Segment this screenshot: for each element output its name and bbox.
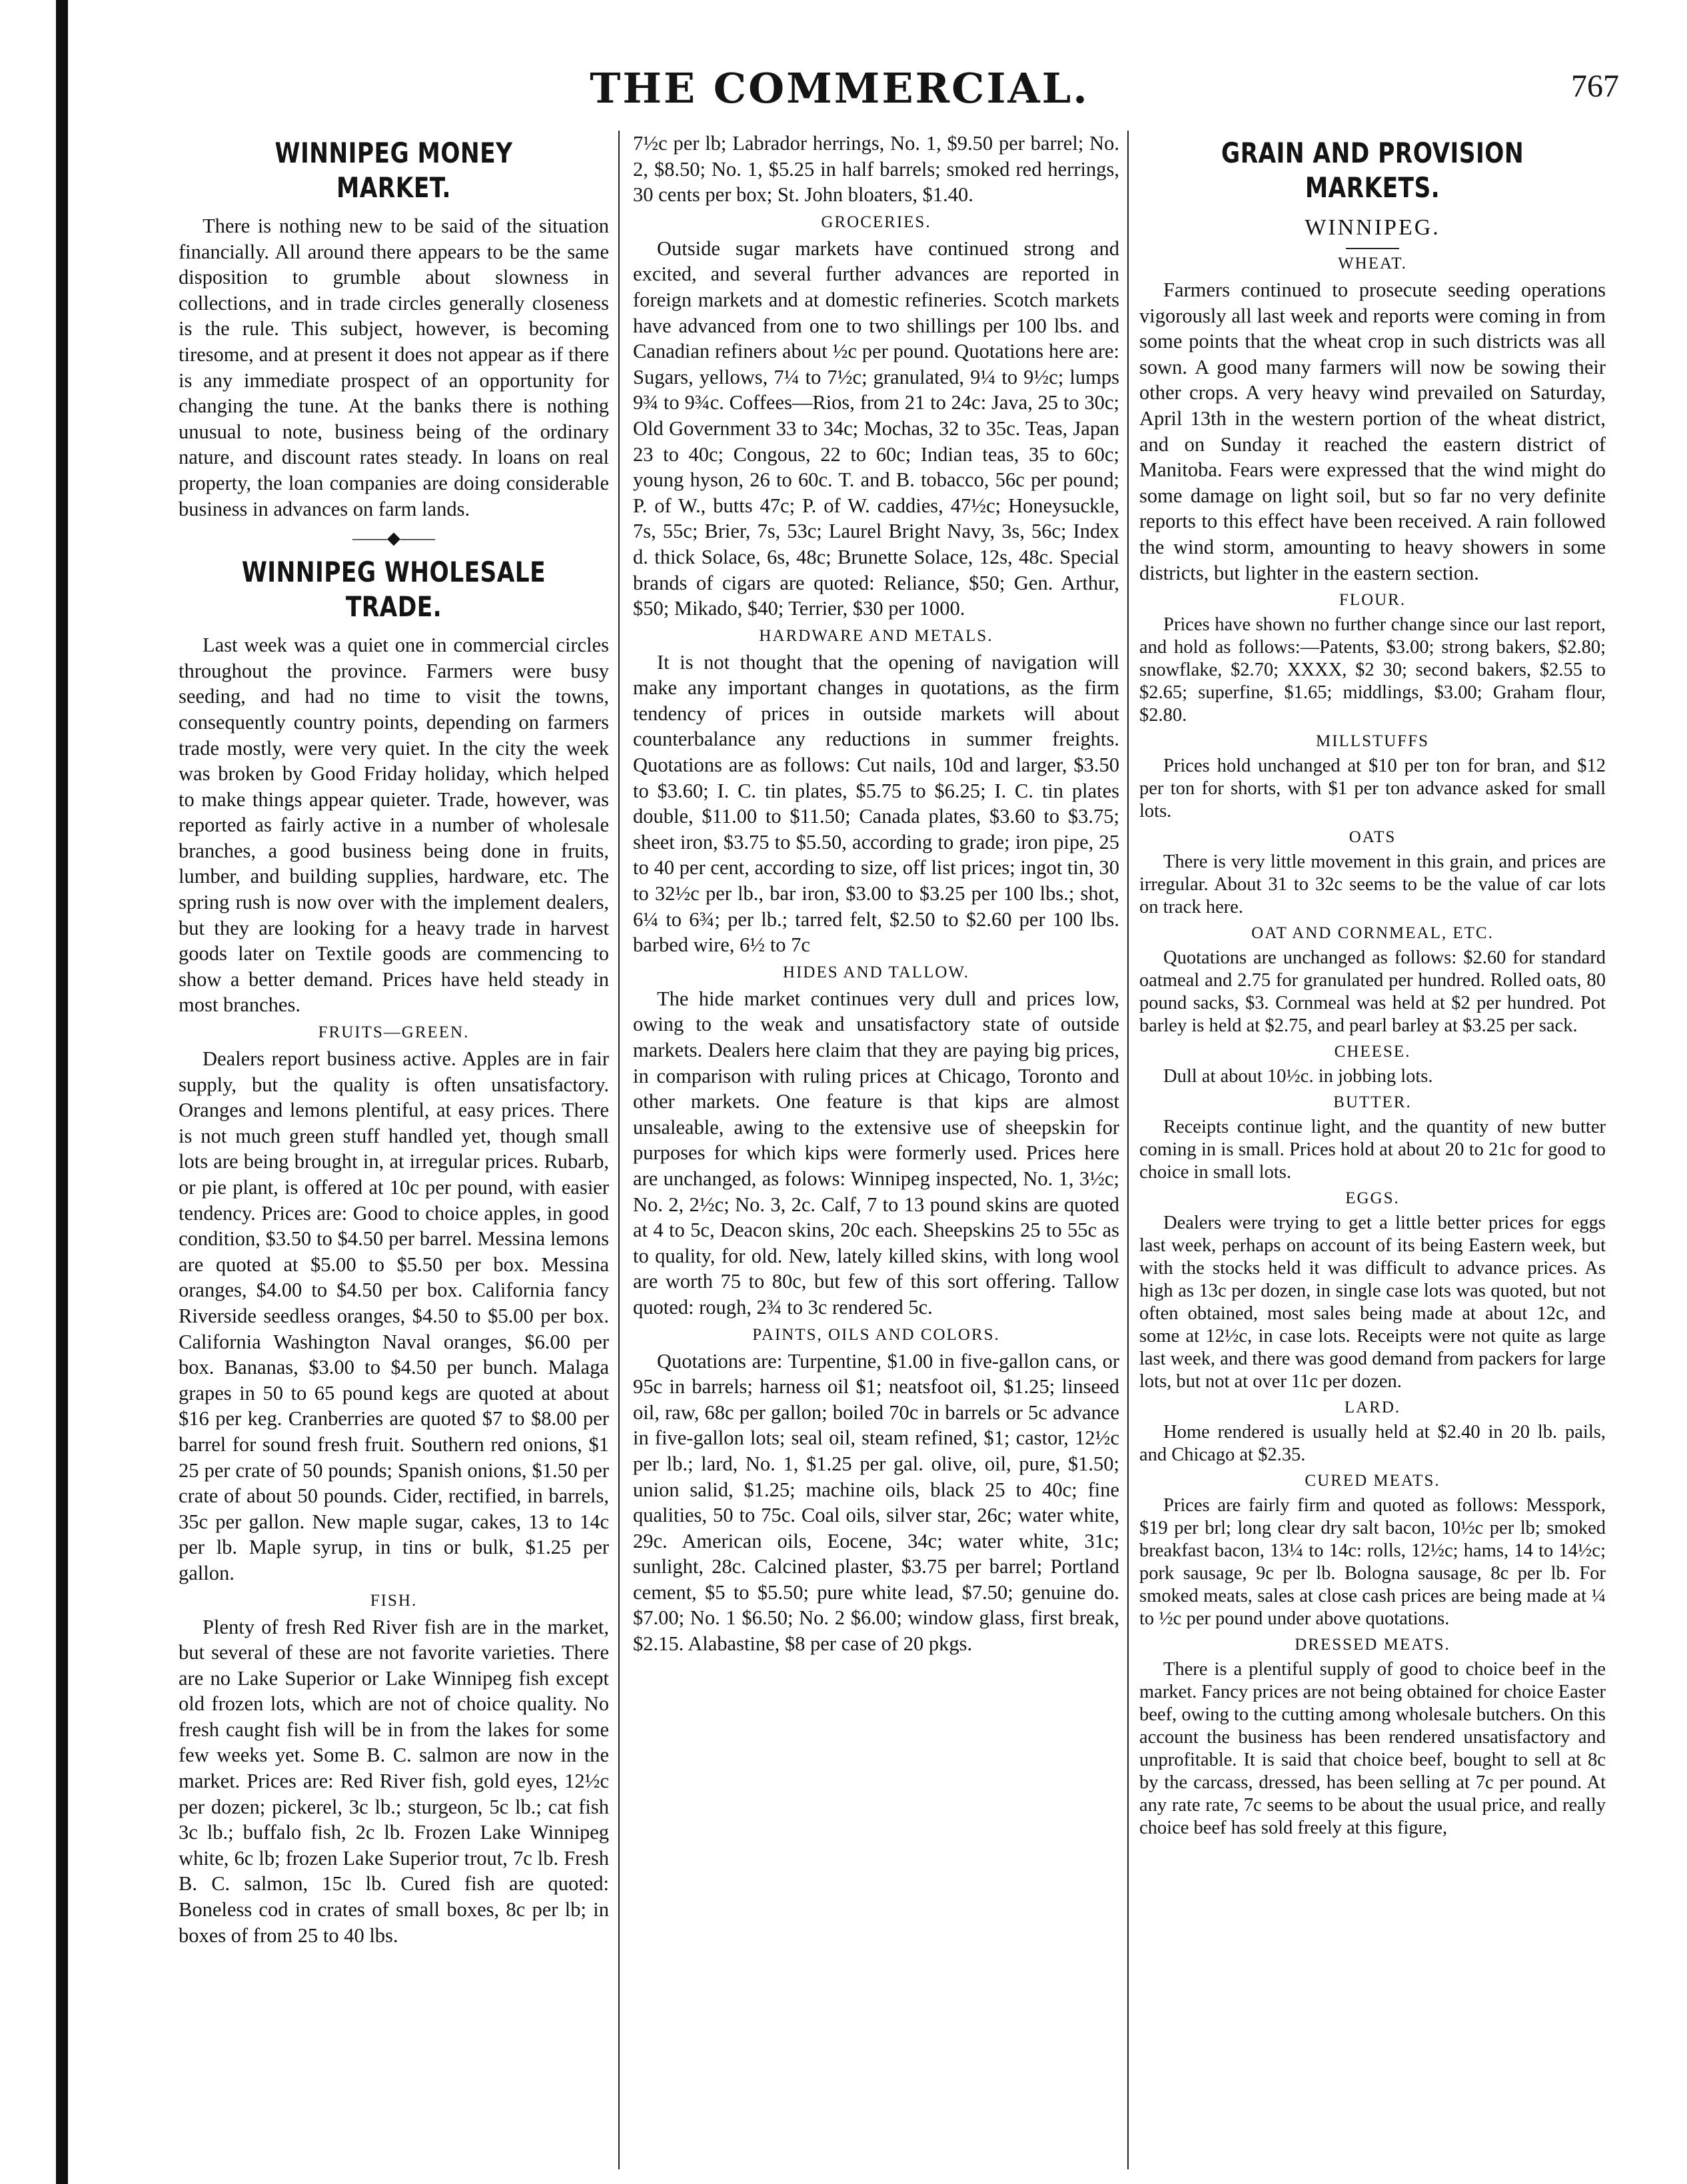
money-market-paragraph: There is nothing new to be said of the situation financially. All around there appears to be the same disposition to grumble about slowness in collections, and in trade circles generally closeness is the rule. This subject, however, is becoming tiresome, and at present it does not appear as if there is any immediate prospect of an opportunity for changing the tune. At the banks there is nothing unusual to note, business being of the ordinary nature, and discount rates steady. In loans on real property, the loan companies are doing considerable business in advances on farm lands. <box>179 215 609 520</box>
hides-paragraph: The hide market continues very dull and prices low, owing to the weak and unsatisfactory state of outside markets. Dealers here claim that they are paying big prices, in comparison with ruling prices at Chicago, Toronto and other markets. One feature is that kips are almost unsaleable, awing to the extensive use of sheepskin for purposes for which kips were formerly used. Prices here are unchanged, as folows: Winnipeg inspected, No. 1, 3½c; No. 2, 2½c; No. 3, 2c. Calf, 7 to 13 pound skins are quoted at 4 to 5c, Deacon skins, 20c each. Sheepskins 25 to 55c as to quality, for old. New, lately killed skins, with long wool are worth 75 to 80c, but few of this sort offering. Tallow quoted: rough, 2¾ to 3c rendered 5c. <box>633 987 1119 1319</box>
eggs-paragraph: Dealers were trying to get a little better prices for eggs last week, perhaps on account of its being Eastern week, but with the stocks held it was difficult to advance prices. As high as 13c per dozen, in single case lots was quoted, but not often obtained, most sales being made at about 12c, and some at 12½c, in case lots. Receipts were not quite as large last week, and there was good demand from packers for large lots, but not at over 11c per dozen. <box>1139 1213 1606 1392</box>
page-edge-rule <box>56 0 68 2184</box>
masthead-title: THE COMMERCIAL. <box>590 64 1089 113</box>
grain-markets-headline: GRAIN AND PROVISION MARKETS. <box>1221 137 1524 204</box>
millstuffs-heading: MILLSTUFFS <box>1315 732 1430 751</box>
flour-paragraph: Prices have shown no further change since our last report, and hold as follows:—Patents, $3.00; strong bakers, $2.80; snowflake, $2.70; XXXX, $2 30; second bakers, $2.55 to $2.65; superfine, $1.65; middlings, $3.00; Graham flour, $2.80. <box>1139 614 1606 726</box>
butter-heading: BUTTER. <box>1333 1093 1412 1112</box>
paints-paragraph: Quotations are: Turpentine, $1.00 in five-gallon cans, or 95c in barrels; harness oil $1; neatsfoot oil, $1.25; linseed oil, raw, 68c per gallon; boiled 70c in barrels or 5c advance in five-gallon lots; seal oil, steam refined, $1; castor, 12½c per lb.; lard, No. 1, $1.25 per gal. olive, oil, pure, $1.50; union salid, $1.25; machine oils, black 25 to 40c; fine qualities, 50 to 75c. Coal oils, silver star, 26c; water white, 29c. American oils, Eocene, 34c; water white, 31c; sunlight, 28c. Calcined plaster, $3.75 per barrel; Portland cement, $5 to $5.50; pure white lead, $7.50; genuine do. $7.00; No. 1 $6.50; No. 2 $6.00; window glass, first break, $2.15. Alabastine, $8 per case of 20 pkgs. <box>633 1349 1119 1656</box>
oats-heading: OATS <box>1349 828 1397 847</box>
column-2 <box>633 131 1119 2169</box>
wheat-heading: WHEAT. <box>1338 255 1407 273</box>
column-3 <box>1139 131 1606 2169</box>
section-ornament: ——◆—— <box>352 528 435 548</box>
fruits-heading: FRUITS—GREEN. <box>318 1023 470 1042</box>
fish-heading: FISH. <box>370 1591 418 1610</box>
lard-paragraph: Home rendered is usually held at $2.40 in 20 lb. pails, and Chicago at $2.35. <box>1139 1422 1606 1466</box>
groceries-paragraph: Outside sugar markets have continued strong and excited, and several further advances are reported in foreign markets and at domestic refineries. Scotch markets have advanced from one to two shillings per 100 lbs. and Canadian refiners about ½c per pound. Quotations here are: Sugars, yellows, 7¼ to 7½c; granulated, 9¼ to 9½c; lumps 9¾ to 9¾c. Coffees—Rios, from 21 to 24c: Java, 25 to 30c; Old Government 33 to 34c; Mochas, 32 to 35c. Teas, Japan 23 to 40c; Congous, 22 to 60c; Indian teas, 35 to 60c; young hyson, 26 to 60c. T. and B. tobacco, 56c per pound; P. of W., butts 47c; P. of W. caddies, 47½c; Honeysuckle, 7s, 55c; Brier, 7s, 53c; Laurel Bright Navy, 3s, 56c; Index d. thick Solace, 6s, 48c; Brunette Solace, 12s, 48c. Special brands of cigars are quoted: Reliance, $50; Gen. Arthur, $50; Mikado, $40; Terrier, $30 per 1000. <box>633 237 1119 620</box>
wholesale-trade-headline: WINNIPEG WHOLESALE TRADE. <box>241 556 546 624</box>
dressed-meats-heading: DRESSED MEATS. <box>1295 1636 1450 1654</box>
city-heading: WINNIPEG. <box>1305 215 1440 240</box>
paints-heading: PAINTS, OILS AND COLORS. <box>752 1325 1000 1344</box>
column-rule-1 <box>618 131 620 2169</box>
oats-paragraph: There is very little movement in this grain, and prices are irregular. About 31 to 32c seems to be the value of car lots on track here. <box>1139 851 1606 918</box>
wholesale-trade-paragraph: Last week was a quiet one in commercial circles throughout the province. Farmers were busy seeding, and had no time to visit the towns, consequently country points, depending on farmers trade mostly, were very quiet. In the city the week was broken by Good Friday holiday, which helped to make things appear quieter. Trade, however, was reported as fairly active in a number of wholesale branches, a good business being done in fruits, lumber, and building supplies, hardware, etc. The spring rush is now over with the implement dealers, but they are looking for a heavy trade in harvest goods later on Textile goods are commencing to show a better demand. Prices have held steady in most branches. <box>179 634 609 1017</box>
hardware-paragraph: It is not thought that the opening of navigation will make any important changes in quotations, as the firm tendency of prices in outside markets will about counterbalance any reductions in summer freights. Quotations are as follows: Cut nails, 10d and larger, $3.50 to $3.60; I. C. tin plates, $5.75 to $6.25; I. C. tin plates double, $11.00 to $11.50; Canada plates, $3.60 to $3.75; sheet iron, $3.75 to $5.50, according to grade; iron pipe, 25 to 40 per cent, according to size, off list prices; ingot tin, 30 to 32½c per lb., bar iron, $3.00 to $3.25 per 100 lbs.; shot, 6¼ to 6¾; per lb.; tarred felt, $2.50 to $2.60 per 100 lbs. barbed wire, 6½ to 7c <box>633 650 1119 957</box>
oatmeal-heading: OAT AND CORNMEAL, ETC. <box>1251 924 1494 943</box>
flour-heading: FLOUR. <box>1339 591 1406 610</box>
short-divider <box>1346 248 1399 249</box>
fish-continued-paragraph: 7½c per lb; Labrador herrings, No. 1, $9.50 per barrel; No. 2, $8.50; No. 1, $5.25 in half barrels; smoked red herrings, 30 cents per box; St. John bloaters, $1.40. <box>633 132 1119 207</box>
page-number: 767 <box>1571 69 1619 104</box>
column-rule-2 <box>1127 131 1129 2169</box>
fish-paragraph: Plenty of fresh Red River fish are in the market, but several of these are not favorite varieties. There are no Lake Superior or Lake Winnipeg fish except old frozen lots, which are not of choice quality. No fresh caught fish will be in from the lakes for some few weeks yet. Some B. C. salmon are now in the market. Prices are: Red River fish, gold eyes, 12½c per dozen; pickerel, 3c lb.; sturgeon, 5c lb.; cat fish 3c lb.; buffalo fish, 2c lb. Frozen Lake Winnipeg white, 6c lb; frozen Lake Superior trout, 7c lb. Fresh B. C. salmon, 15c lb. Cured fish are quoted: Boneless cod in crates of small boxes, 8c per lb; in boxes of from 25 to 40 lbs. <box>179 1615 609 1947</box>
money-market-headline: WINNIPEG MONEY MARKET. <box>275 137 513 204</box>
millstuffs-paragraph: Prices hold unchanged at $10 per ton for bran, and $12 per ton for shorts, with $1 per ton advance asked for small lots. <box>1139 756 1606 822</box>
cheese-paragraph: Dull at about 10½c. in jobbing lots. <box>1163 1066 1433 1087</box>
fruits-paragraph: Dealers report business active. Apples are in fair supply, but the quality is often unsatisfactory. Oranges and lemons plentiful, at easy prices. There is not much green stuff handled yet, though small lots are being brought in, at irregular prices. Rubarb, or pie plant, is offered at 10c per pound, with easier tendency. Prices are: Good to choice apples, in good condition, $3.50 to $4.50 per barrel. Messina lemons are quoted at $5.00 to $5.50 per box. Messina oranges, $4.00 to $4.50 per box. California fancy Riverside seedless oranges, $4.50 to $5.00 per box. California Washington Naval oranges, $6.00 per box. Bananas, $3.00 to $4.50 per bunch. Malaga grapes in 50 to 65 pound kegs are quoted at about $16 per keg. Cranberries are quoted $7 to $8.00 per barrel for sound fresh fruit. Southern red onions, $1 25 per crate of 50 pounds; Spanish onions, $1.50 per crate of about 50 pounds. Cider, rectified, in barrels, 35c per gallon. New maple sugar, cakes, 13 to 14c per lb. Maple syrup, in tins or bulk, $1.25 per gallon. <box>179 1047 609 1584</box>
eggs-heading: EGGS. <box>1345 1189 1400 1208</box>
cured-meats-paragraph: Prices are fairly firm and quoted as follows: Messpork, $19 per brl; long clear dry salt bacon, 10½c per lb; smoked breakfast bacon, 13¼ to 14c: rolls, 12½c; hams, 14 to 14½c; pork sausage, 9c per lb. Bologna sausage, 8c per lb. For smoked meats, sales at close cash prices are being made at ¼ to ½c per pound under above quotations. <box>1139 1495 1606 1630</box>
hardware-heading: HARDWARE AND METALS. <box>759 626 993 645</box>
oatmeal-paragraph: Quotations are unchanged as follows: $2.60 for standard oatmeal and 2.75 for granulated per hundred. Rolled oats, 80 pound sacks, $3. Cornmeal was held at $2 per hundred. Pot barley is held at $2.75, and pearl barley at $3.25 per sack. <box>1139 947 1606 1037</box>
hides-heading: HIDES AND TALLOW. <box>783 963 969 981</box>
butter-paragraph: Receipts continue light, and the quantity of new butter coming in is small. Prices hold at about 20 to 21c for good to choice in small lots. <box>1139 1117 1606 1183</box>
wheat-paragraph: Farmers continued to prosecute seeding operations vigorously all last week and reports were coming in from some points that the wheat crop in such districts was all sown. A good many farmers will now be sowing their other crops. A very heavy wind prevailed on Saturday, April 13th in the western portion of the wheat district, and on Sunday it reached the eastern district of Manitoba. Fears were expressed that the wind might do some damage on light soil, but so far no very definite reports to this effect have been received. A rain followed the wind storm, amounting to heavy showers in some districts, but lighter in the eastern section. <box>1139 278 1606 584</box>
column-1 <box>179 131 609 2169</box>
groceries-heading: GROCERIES. <box>821 213 931 231</box>
cured-meats-heading: CURED MEATS. <box>1305 1472 1440 1490</box>
cheese-heading: CHEESE. <box>1334 1043 1411 1061</box>
dressed-meats-paragraph: There is a plentiful supply of good to choice beef in the market. Fancy prices are not being obtained for choice Easter beef, owing to the cutting among wholesale butchers. On this account the business has been rendered unsatisfactory and unprofitable. It is said that choice beef, bought to sell at 8c by the carcass, dressed, has been selling at 7c per pound. At any rate rate, 7c seems to be about the usual price, and really choice beef has sold freely at this figure, <box>1139 1659 1606 1839</box>
masthead <box>93 64 1619 124</box>
lard-heading: LARD. <box>1344 1398 1401 1417</box>
